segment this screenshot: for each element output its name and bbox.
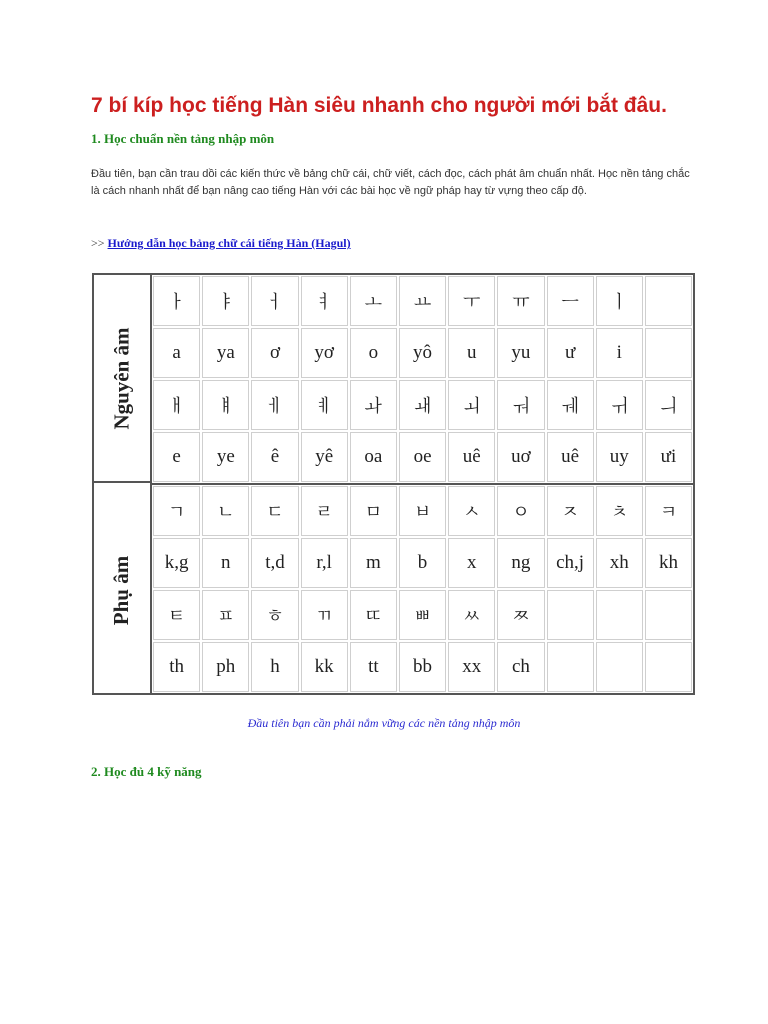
jamo-cell: ㄹ [301, 486, 348, 536]
jamo-cell: ㅠ [497, 276, 544, 326]
romanization-cell: uê [448, 432, 495, 482]
jamo-cell: ㅡ [547, 276, 594, 326]
romanization-cell: ng [497, 538, 544, 588]
romanization-cell [645, 328, 692, 378]
romanization-cell: ơ [251, 328, 298, 378]
romanization-cell: b [399, 538, 446, 588]
jamo-cell: ㅙ [399, 380, 446, 430]
table-row [152, 431, 693, 483]
jamo-cell: ㅆ [448, 590, 495, 640]
romanization-cell: yu [497, 328, 544, 378]
romanization-cell: kh [645, 538, 692, 588]
jamo-cell: ㄲ [301, 590, 348, 640]
section-heading-1: 1. Học chuẩn nền tảng nhập môn [91, 131, 275, 146]
jamo-cell: ㅒ [202, 380, 249, 430]
jamo-cell: ㅁ [350, 486, 397, 536]
romanization-cell [645, 642, 692, 692]
romanization-cell: ư [547, 328, 594, 378]
romanization-cell: uơ [497, 432, 544, 482]
jamo-cell: ㅔ [251, 380, 298, 430]
romanization-cell: yơ [301, 328, 348, 378]
jamo-cell: ㅉ [497, 590, 544, 640]
romanization-cell: uy [596, 432, 643, 482]
table-row [152, 589, 693, 641]
hangul-alphabet-table [92, 273, 695, 695]
romanization-cell: yê [301, 432, 348, 482]
jamo-cell: ㅈ [547, 486, 594, 536]
link-prefix: >> [91, 236, 108, 250]
jamo-cell: ㅕ [301, 276, 348, 326]
romanization-cell: th [153, 642, 200, 692]
jamo-cell: ㅌ [153, 590, 200, 640]
jamo-cell: ㅇ [497, 486, 544, 536]
jamo-cell: ㅓ [251, 276, 298, 326]
group-label-consonants: Phụ âm [109, 555, 134, 625]
romanization-cell: x [448, 538, 495, 588]
jamo-cell: ㅊ [596, 486, 643, 536]
romanization-cell: n [202, 538, 249, 588]
image-caption: Đầu tiên bạn cần phải nắm vững các nền tảng nhập môn [247, 716, 521, 730]
romanization-cell: ch,j [547, 538, 594, 588]
jamo-cell: ㅘ [350, 380, 397, 430]
jamo-cell: ㅃ [399, 590, 446, 640]
jamo-cell: ㅚ [448, 380, 495, 430]
romanization-cell: uê [547, 432, 594, 482]
jamo-cell: ㄴ [202, 486, 249, 536]
jamo-cell: ㅛ [399, 276, 446, 326]
jamo-cell [645, 276, 692, 326]
romanization-cell: ya [202, 328, 249, 378]
romanization-cell: i [596, 328, 643, 378]
jamo-cell: ㅏ [153, 276, 200, 326]
table-row [152, 641, 693, 693]
romanization-cell: ch [497, 642, 544, 692]
section-heading-2: 2. Học đủ 4 kỹ năng [91, 764, 202, 779]
romanization-cell: oa [350, 432, 397, 482]
romanization-cell: ưi [645, 432, 692, 482]
group-label-vowels: Nguyên âm [109, 326, 134, 430]
table-row [152, 485, 693, 537]
romanization-cell: ph [202, 642, 249, 692]
romanization-cell: u [448, 328, 495, 378]
jamo-cell: ㅋ [645, 486, 692, 536]
table-row [152, 537, 693, 589]
romanization-cell: tt [350, 642, 397, 692]
romanization-cell: bb [399, 642, 446, 692]
romanization-cell: o [350, 328, 397, 378]
romanization-cell: xh [596, 538, 643, 588]
romanization-cell: xx [448, 642, 495, 692]
romanization-cell: t,d [251, 538, 298, 588]
jamo-cell: ㅐ [153, 380, 200, 430]
jamo-cell: ㅗ [350, 276, 397, 326]
romanization-cell: h [251, 642, 298, 692]
jamo-cell [596, 590, 643, 640]
jamo-cell: ㄸ [350, 590, 397, 640]
jamo-cell: ㄱ [153, 486, 200, 536]
table-row [152, 275, 693, 327]
jamo-cell [645, 590, 692, 640]
romanization-cell: kk [301, 642, 348, 692]
romanization-cell: m [350, 538, 397, 588]
jamo-cell: ㅖ [301, 380, 348, 430]
table-row [152, 327, 693, 379]
romanization-cell: ê [251, 432, 298, 482]
romanization-cell: ye [202, 432, 249, 482]
jamo-cell: ㅑ [202, 276, 249, 326]
jamo-cell: ㅝ [497, 380, 544, 430]
romanization-cell: r,l [301, 538, 348, 588]
jamo-cell: ㅅ [448, 486, 495, 536]
table-row [152, 379, 693, 431]
romanization-cell: e [153, 432, 200, 482]
group-label-vowels-cell [94, 275, 150, 481]
jamo-cell: ㅍ [202, 590, 249, 640]
jamo-cell: ㄷ [251, 486, 298, 536]
link-line [91, 236, 351, 251]
intro-paragraph: Đầu tiên, bạn cần trau dồi các kiến thức về bảng chữ cái, chữ viết, cách đọc, cách phát âm chuẩn nhất. Học nền tảng chắc là cách nhanh nhất để bạn nâng cao tiếng Hàn với các bài học về ngữ pháp hay từ vựng theo cấp độ. [91, 168, 690, 197]
jamo-cell: ㅜ [448, 276, 495, 326]
romanization-cell: oe [399, 432, 446, 482]
romanization-cell [596, 642, 643, 692]
jamo-cell: ㅣ [596, 276, 643, 326]
table-grid [150, 275, 693, 693]
romanization-cell: k,g [153, 538, 200, 588]
romanization-cell: yô [399, 328, 446, 378]
romanization-cell [547, 642, 594, 692]
romanization-cell: a [153, 328, 200, 378]
jamo-cell: ㅂ [399, 486, 446, 536]
jamo-cell: ㅢ [645, 380, 692, 430]
jamo-cell [547, 590, 594, 640]
alphabet-guide-link[interactable]: Hướng dẫn học bảng chữ cái tiếng Hàn (Hagul) [107, 236, 351, 250]
article-title: 7 bí kíp học tiếng Hàn siêu nhanh cho người mới bắt đâu. [91, 94, 667, 117]
group-separator [94, 481, 150, 483]
jamo-cell: ㅞ [547, 380, 594, 430]
jamo-cell: ㅎ [251, 590, 298, 640]
group-label-consonants-cell [94, 485, 150, 695]
jamo-cell: ㅟ [596, 380, 643, 430]
